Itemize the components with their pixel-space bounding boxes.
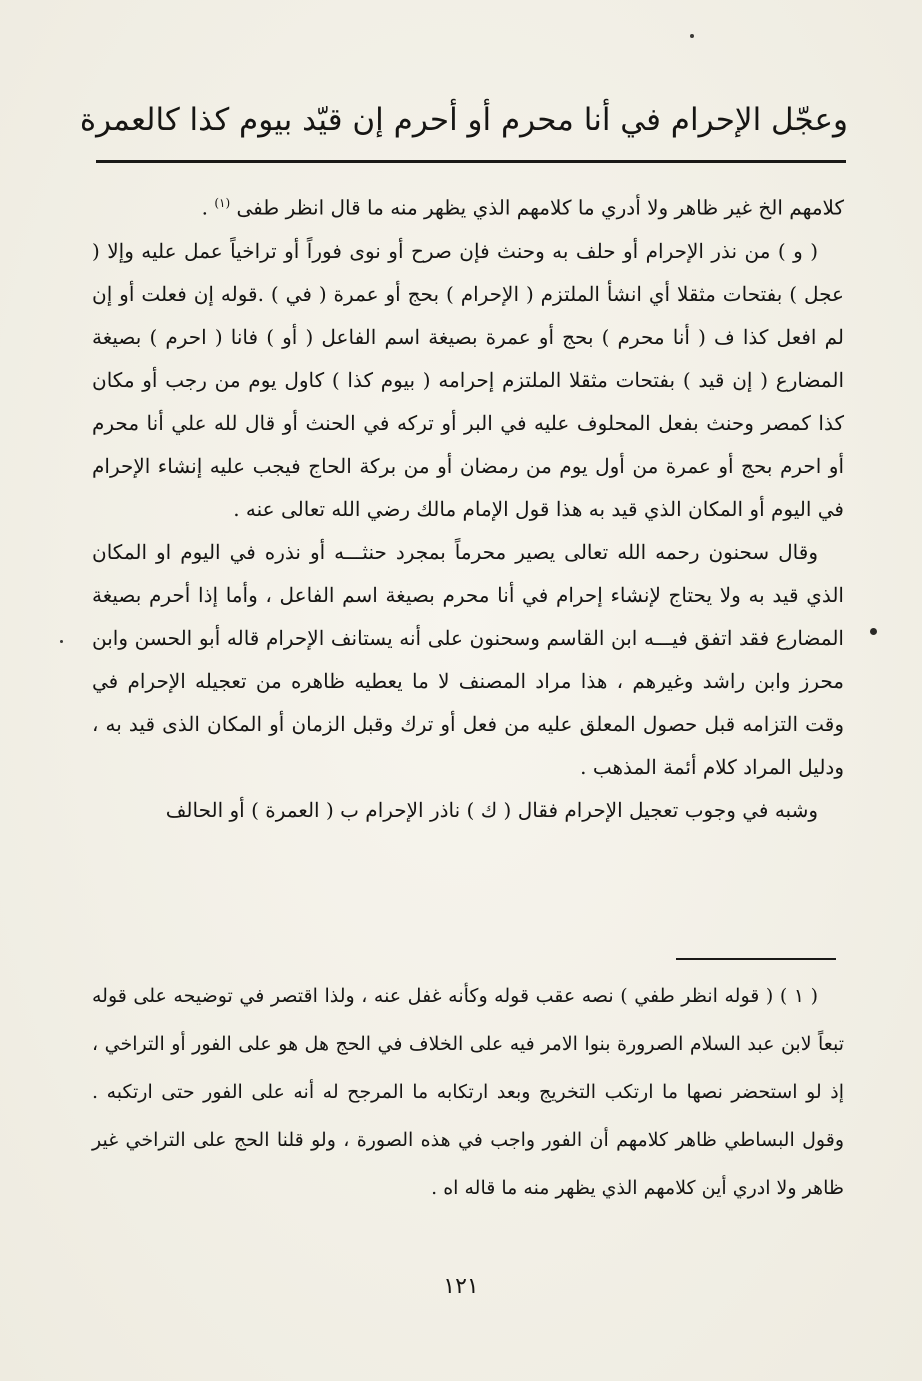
paragraph-continuation [92,182,844,230]
paper-speck [60,640,63,643]
footnote-divider [676,958,836,960]
main-text [92,182,844,832]
page-number: ١٢١ [443,1274,479,1299]
margin-dot [870,628,877,635]
page-header-verse: وعجّل الإحرام في أنا محرم أو أحرم إن قيّد بيوم كذا كالعمرة [79,102,848,138]
paper-speck [690,34,694,38]
paragraph-text: كلامهم الخ غير ظاهر ولا أدري ما كلامهم الذي يظهر منه ما قال انظر طفى [236,195,844,220]
paragraph: وشبه في وجوب تعجيل الإحرام فقال ( ك ) ناذر الإحرام ب ( العمرة ) أو الحالف [165,797,818,822]
paragraph: ( و ) من نذر الإحرام أو حلف به وحنث فإن صرح أو نوى فوراً أو تراخياً عمل عليه وإلا ( عجل ) بفتحات مثقلا أي انشأ الملتزم ( الإحرام ) بحج أو عمرة ( في ) .قوله إن فعلت أو إن لم افعل كذا ف ( أنا محرم ) بحج أو عمرة بصيغة اسم الفاعل ( أو ) فانا ( احرم ) بصيغة المضارع ( إن قيد ) بفتحات مثقلا الملتزم إحرامه ( بيوم كذا ) كاول يوم من رجب أو مكان كذا كمصر وحنث بفعل المحلوف عليه في البر أو تركه في الحنث أو قال لله علي أنا محرم أو احرم بحج أو عمرة من أول يوم من رمضان أو من بركة الحاج فيجب عليه إنشاء الإحرام في اليوم أو المكان الذي قيد به هذا قول الإمام مالك رضي الله تعالى عنه . [92,238,844,521]
footnote-reference[interactable]: (١) [214,196,231,210]
paragraph: وقال سحنون رحمه الله تعالى يصير محرماً بمجرد حنثـــه أو نذره في اليوم او المكان الذي قيد به ولا يحتاج لإنشاء إحرام في أنا محرم بصيغة اسم الفاعل ، وأما إذا أحرم بصيغة المضارع فقد اتفق فيـــه ابن القاسم وسحنون على أنه يستانف الإحرام قاله أبو الحسن وابن محرز وابن راشد وغيرهم ، هذا مراد المصنف لا ما يعطيه ظاهره من تعجيله الإحرام في وقت التزامه قبل حصول المعلق عليه من فعل أو ترك وقبل الزمان أو المكان الذى قيد به ، ودليل المراد كلام أئمة المذهب . [92,539,844,779]
footnote-text: ( ١ ) ( قوله انظر طفي ) نصه عقب قوله وكأنه غفل عنه ، ولذا اقتصر في توضيحه على قوله تبعاً لابن عبد السلام الصرورة بنوا الامر فيه على الخلاف في الحج هل هو على الفور أو التراخي ، إذ لو استحضر نصها ما ارتكب التخريج وبعد ارتكابه ما المرجح له أنه على الفور حتى ارتكبه . وقول البساطي ظاهر كلامهم أن الفور واجب في هذه الصورة ، ولو قلنا الحج على التراخي غير ظاهر ولا ادري أين كلامهم الذي يظهر منه ما قاله اه . [92,985,844,1199]
header-divider [96,160,846,163]
period: . [201,195,208,220]
footnote [92,972,844,1212]
